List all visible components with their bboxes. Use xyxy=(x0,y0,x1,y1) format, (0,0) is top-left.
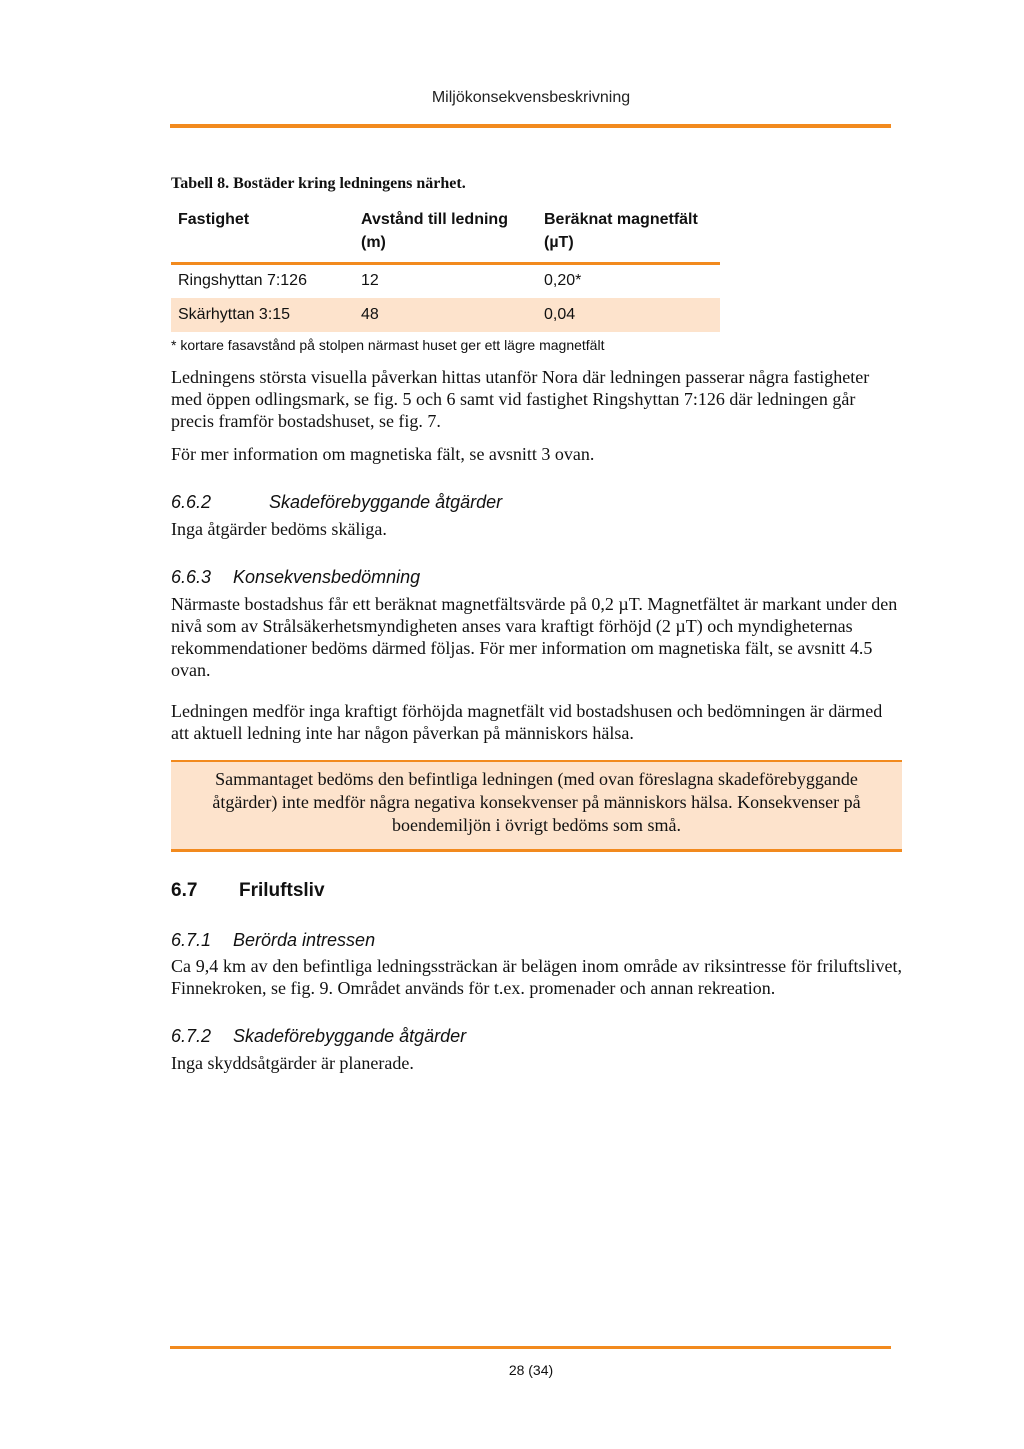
section-number: 6.6.2 xyxy=(171,492,212,512)
table-row xyxy=(171,298,720,332)
paragraph-6-6-2: Inga åtgärder bedöms skäliga. xyxy=(171,519,387,539)
table-row xyxy=(171,264,720,298)
section-title: Friluftsliv xyxy=(239,880,325,901)
section-number: 6.7.2 xyxy=(171,1026,212,1046)
paragraph-6-6-3-assessment: Närmaste bostadshus får ett beräknat magnetfältsvärde på 0,2 µT. Magnetfältet är markant under den nivå som av Strålsäkerhetsmyndigheten anses vara kraftigt förhöjd (2 µT) och myndigheternas rekommendationer bedöms därmed följas. För mer information om magnetiska fält, se avsnitt 4.5 ovan. xyxy=(171,594,898,680)
section-title: Konsekvensbedömning xyxy=(233,567,421,587)
table-cell: 0,20* xyxy=(544,272,582,290)
paragraph-6-7-1: Ca 9,4 km av den befintliga ledningssträckan är belägen inom område av riksintresse för friluftslivet, Finnekroken, se fig. 9. Området används för t.ex. promenader och annan rekreation. xyxy=(171,956,902,998)
column-header-property: Fastighet xyxy=(178,211,250,228)
table-caption: Tabell 8. Bostäder kring ledningens närhet. xyxy=(171,175,466,192)
section-number: 6.7.1 xyxy=(171,930,212,950)
section-number: 6.7 xyxy=(171,880,198,901)
table-cell: 12 xyxy=(361,272,379,290)
section-heading-6-6-3 xyxy=(171,567,420,588)
page-number: 28 (34) xyxy=(508,1362,554,1378)
paragraph-visual-impact: Ledningens största visuella påverkan hittas utanför Nora där ledningen passerar några fastigheter med öppen odlingsmark, se fig. 5 och 6 samt vid fastighet Ringshyttan 7:126 där ledningen går precis framför bostadshuset, se fig. 7. xyxy=(171,367,870,431)
section-heading-6-7 xyxy=(171,880,325,902)
section-title: Skadeförebyggande åtgärder xyxy=(269,492,503,512)
table-footnote: * kortare fasavstånd på stolpen närmast huset ger ett lägre magnetfält xyxy=(171,337,605,353)
column-header-magnetic-field: Beräknat magnetfält (µT) xyxy=(544,211,698,251)
table-cell: Skärhyttan 3:15 xyxy=(171,298,354,332)
paragraph-6-7-2: Inga skyddsåtgärder är planerade. xyxy=(171,1053,414,1073)
table-cell: Ringshyttan 7:126 xyxy=(178,272,307,290)
section-title: Berörda intressen xyxy=(233,930,376,950)
section-heading-6-7-2 xyxy=(171,1026,466,1047)
housing-table xyxy=(171,201,720,332)
conclusion-text: Sammantaget bedöms den befintliga ledningen (med ovan föreslagna skadeförebyggande åtgärder) inte medför några negativa konsekvenser på människors hälsa. Konsekvenser på boendemiljön i övrigt bedöms som små. xyxy=(212,769,861,835)
table-header-row xyxy=(171,201,720,264)
section-heading-6-6-2 xyxy=(171,492,502,513)
conclusion-box xyxy=(171,760,902,852)
column-header-distance: Avstånd till ledning (m) xyxy=(361,211,508,251)
paragraph-more-info: För mer information om magnetiska fält, se avsnitt 3 ovan. xyxy=(171,444,595,464)
page-header-title: Miljökonsekvensbeskrivning xyxy=(431,89,631,106)
footer-divider xyxy=(170,1346,891,1349)
section-heading-6-7-1 xyxy=(171,930,375,951)
table-cell: 0,04 xyxy=(537,298,720,332)
section-title: Skadeförebyggande åtgärder xyxy=(233,1026,467,1046)
section-number: 6.6.3 xyxy=(171,567,212,587)
paragraph-6-6-3-conclusion: Ledningen medför inga kraftigt förhöjda magnetfält vid bostadshusen och bedömningen är därmed att aktuell ledning inte har någon påverkan på människors hälsa. xyxy=(171,701,883,743)
header-divider xyxy=(170,124,891,128)
table-cell: 48 xyxy=(354,298,537,332)
